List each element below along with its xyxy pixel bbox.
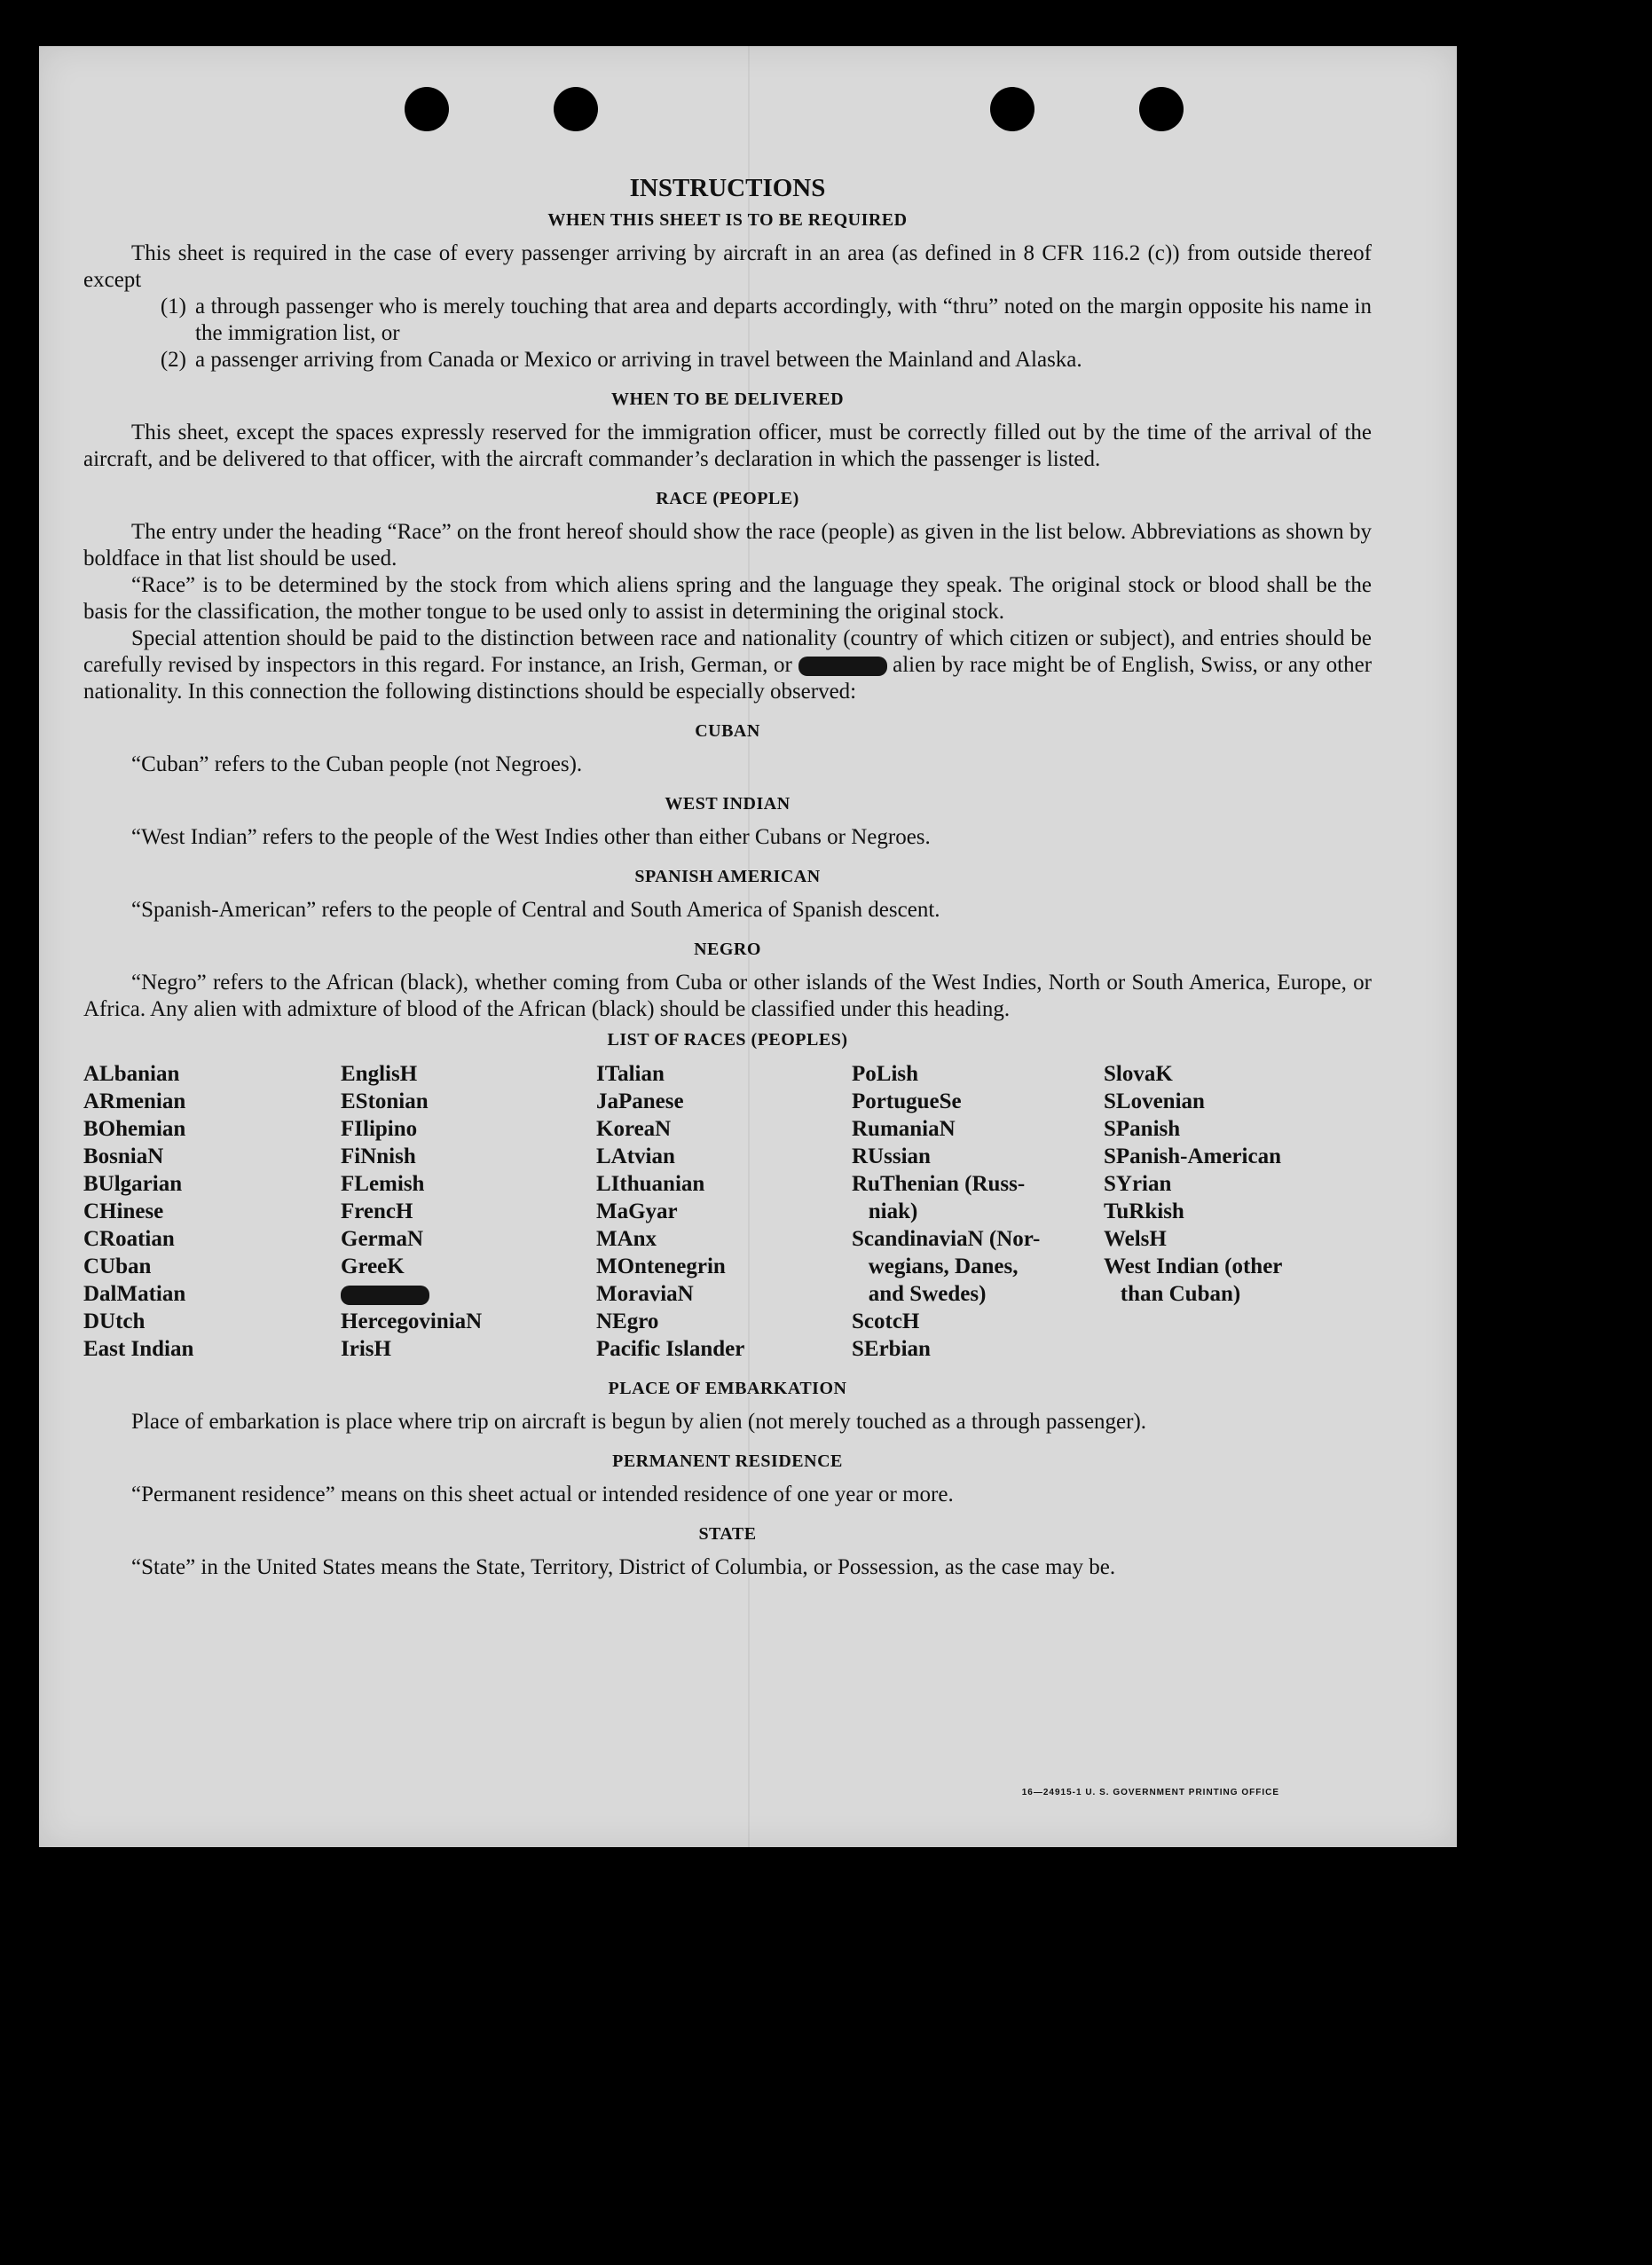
section-heading-race: RACE (PEOPLE) bbox=[656, 489, 799, 508]
embarkation-text: Place of embarkation is place where trip on aircraft is begun by alien (not merely touched as a through passenger). bbox=[131, 1410, 1147, 1434]
race-item: RumaniaN bbox=[852, 1117, 956, 1141]
section-heading-list: LIST OF RACES (PEOPLES) bbox=[607, 1030, 848, 1050]
punch-hole bbox=[1139, 87, 1184, 131]
race-item: East Indian bbox=[83, 1337, 194, 1361]
race-item: ScandinaviaN (Nor- bbox=[852, 1227, 1041, 1251]
race-item: SPanish bbox=[1104, 1117, 1181, 1141]
required-intro: This sheet is required in the case of every passenger arriving by aircraft in an area (as defined in 8 CFR 116.2 (c)) from outside thereof except bbox=[83, 241, 1372, 292]
document-page bbox=[39, 46, 1457, 1847]
item-number: (2) bbox=[160, 348, 186, 372]
race-item: BosniaN bbox=[83, 1144, 164, 1168]
race-item: NEgro bbox=[596, 1309, 659, 1333]
race-item: DalMatian bbox=[83, 1282, 186, 1306]
race-column-4 bbox=[852, 1060, 1104, 1363]
negro-text: “Negro” refers to the African (black), whether coming from Cuba or other islands of the West Indies, North or South America, Europe, or Africa. Any alien with admixture of blood of the African (black) should be classified under this heading. bbox=[83, 971, 1372, 1021]
race-column-2 bbox=[341, 1060, 596, 1363]
race-item: CUban bbox=[83, 1254, 152, 1278]
race-item: MaGyar bbox=[596, 1199, 678, 1223]
section-heading-delivered: WHEN TO BE DELIVERED bbox=[610, 389, 845, 409]
race-list bbox=[83, 1060, 1372, 1363]
section-heading-spanish-american: SPANISH AMERICAN bbox=[634, 867, 821, 886]
race-item: GermaN bbox=[341, 1227, 424, 1251]
race-paragraph-1: The entry under the heading “Race” on the front hereof should show the race (people) as given in the list below. Abbreviations as shown by boldface in that list should be used. bbox=[83, 520, 1372, 570]
race-item: FIlipino bbox=[341, 1117, 418, 1141]
cuban-text: “Cuban” refers to the Cuban people (not Negroes). bbox=[131, 752, 583, 776]
required-item bbox=[83, 347, 1372, 374]
item-text: a passenger arriving from Canada or Mexico or arriving in travel between the Mainland and Alaska. bbox=[195, 348, 1082, 372]
race-item: IrisH bbox=[341, 1337, 391, 1361]
race-item: BUlgarian bbox=[83, 1172, 183, 1196]
race-column-5 bbox=[1104, 1060, 1370, 1363]
race-item: TuRkish bbox=[1104, 1199, 1184, 1223]
race-item: SYrian bbox=[1104, 1172, 1172, 1196]
punch-hole bbox=[554, 87, 598, 131]
race-item: DUtch bbox=[83, 1309, 146, 1333]
residence-text: “Permanent residence” means on this sheet actual or intended residence of one year or more. bbox=[131, 1482, 954, 1506]
race-item: SLovenian bbox=[1104, 1089, 1205, 1113]
race-item: MoraviaN bbox=[596, 1282, 694, 1306]
race-item: ITalian bbox=[596, 1062, 665, 1086]
section-heading-required: WHEN THIS SHEET IS TO BE REQUIRED bbox=[547, 210, 908, 230]
race-item: GreeK bbox=[341, 1254, 405, 1278]
spanish-american-text: “Spanish-American” refers to the people of Central and South America of Spanish descent. bbox=[131, 898, 940, 922]
race-item: JaPanese bbox=[596, 1089, 684, 1113]
race-item: FLemish bbox=[341, 1172, 425, 1196]
race-item: West Indian (other bbox=[1104, 1254, 1283, 1278]
race-item: EnglisH bbox=[341, 1062, 418, 1086]
state-text: “State” in the United States means the State, Territory, District of Columbia, or Possession, as the case may be. bbox=[131, 1555, 1116, 1579]
race-item: BOhemian bbox=[83, 1117, 186, 1141]
race-item: LIthuanian bbox=[596, 1172, 705, 1196]
west-indian-text: “West Indian” refers to the people of the West Indies other than either Cubans or Negroes. bbox=[131, 825, 931, 849]
punch-hole bbox=[405, 87, 449, 131]
race-item: WelsH bbox=[1104, 1227, 1167, 1251]
redaction-mark bbox=[798, 657, 887, 676]
race-column-1 bbox=[83, 1060, 341, 1363]
section-heading-state: STATE bbox=[698, 1524, 757, 1544]
race-item: SPanish-American bbox=[1104, 1144, 1281, 1168]
page-title: INSTRUCTIONS bbox=[629, 174, 826, 202]
punch-hole bbox=[990, 87, 1034, 131]
delivered-text: This sheet, except the spaces expressly reserved for the immigration officer, must be correctly filled out by the time of the arrival of the aircraft, and be delivered to that officer, with the aircraft commander’s declaration in which the passenger is listed. bbox=[83, 421, 1372, 471]
race-item: MAnx bbox=[596, 1227, 657, 1251]
race-item: than Cuban) bbox=[1104, 1282, 1241, 1306]
race-item: SlovaK bbox=[1104, 1062, 1173, 1086]
race-item: niak) bbox=[852, 1199, 918, 1223]
race-item: and Swedes) bbox=[852, 1282, 987, 1306]
race-item: FiNnish bbox=[341, 1144, 416, 1168]
race-item: ALbanian bbox=[83, 1062, 180, 1086]
item-text: a through passenger who is merely touching that area and departs accordingly, with “thru” noted on the margin opposite his name in the immigration list, or bbox=[195, 295, 1372, 345]
race-item: LAtvian bbox=[596, 1144, 675, 1168]
race-item: PoLish bbox=[852, 1062, 919, 1086]
race-item: RUssian bbox=[852, 1144, 931, 1168]
required-item bbox=[83, 294, 1372, 347]
race-item: ARmenian bbox=[83, 1089, 186, 1113]
printing-office-code: 16—24915-1 U. S. GOVERNMENT PRINTING OFFICE bbox=[1021, 1788, 1279, 1797]
section-heading-west-indian: WEST INDIAN bbox=[665, 794, 791, 814]
section-heading-embarkation: PLACE OF EMBARKATION bbox=[608, 1379, 847, 1398]
race-item: PortugueSe bbox=[852, 1089, 962, 1113]
instructions-body bbox=[83, 175, 1372, 1581]
race-paragraph-3a: Special attention should be paid to the distinction between race and nationality (country of which citizen or subject), and entries should be carefully revised by inspectors in this regard. For instance, an Irish, German, or bbox=[83, 626, 1372, 677]
race-item: ScotcH bbox=[852, 1309, 920, 1333]
race-paragraph-3 bbox=[83, 625, 1372, 705]
race-item: EStonian bbox=[341, 1089, 429, 1113]
section-heading-residence: PERMANENT RESIDENCE bbox=[612, 1451, 843, 1471]
item-number: (1) bbox=[160, 295, 186, 319]
race-item: Pacific Islander bbox=[596, 1337, 745, 1361]
section-heading-cuban: CUBAN bbox=[695, 721, 760, 741]
section-heading-negro: NEGRO bbox=[694, 940, 761, 959]
redaction-mark bbox=[341, 1280, 596, 1308]
race-item: FrencH bbox=[341, 1199, 413, 1223]
race-paragraph-2: “Race” is to be determined by the stock from which aliens spring and the language they speak. The original stock or blood shall be the basis for the classification, the mother tongue to be used only to assist in determining the original stock. bbox=[83, 573, 1372, 624]
race-column-3 bbox=[596, 1060, 852, 1363]
race-paragraph-3b: alien by race might be of English, Swiss, or any other nationality. In this connection the following distinctions should be especially observed: bbox=[83, 653, 1373, 704]
race-item: CHinese bbox=[83, 1199, 164, 1223]
race-item: SErbian bbox=[852, 1337, 931, 1361]
race-item: HercegoviniaN bbox=[341, 1309, 483, 1333]
race-item: CRoatian bbox=[83, 1227, 175, 1251]
race-item: MOntenegrin bbox=[596, 1254, 726, 1278]
race-item: KoreaN bbox=[596, 1117, 672, 1141]
race-item: RuThenian (Russ- bbox=[852, 1172, 1026, 1196]
race-item: wegians, Danes, bbox=[852, 1254, 1019, 1278]
